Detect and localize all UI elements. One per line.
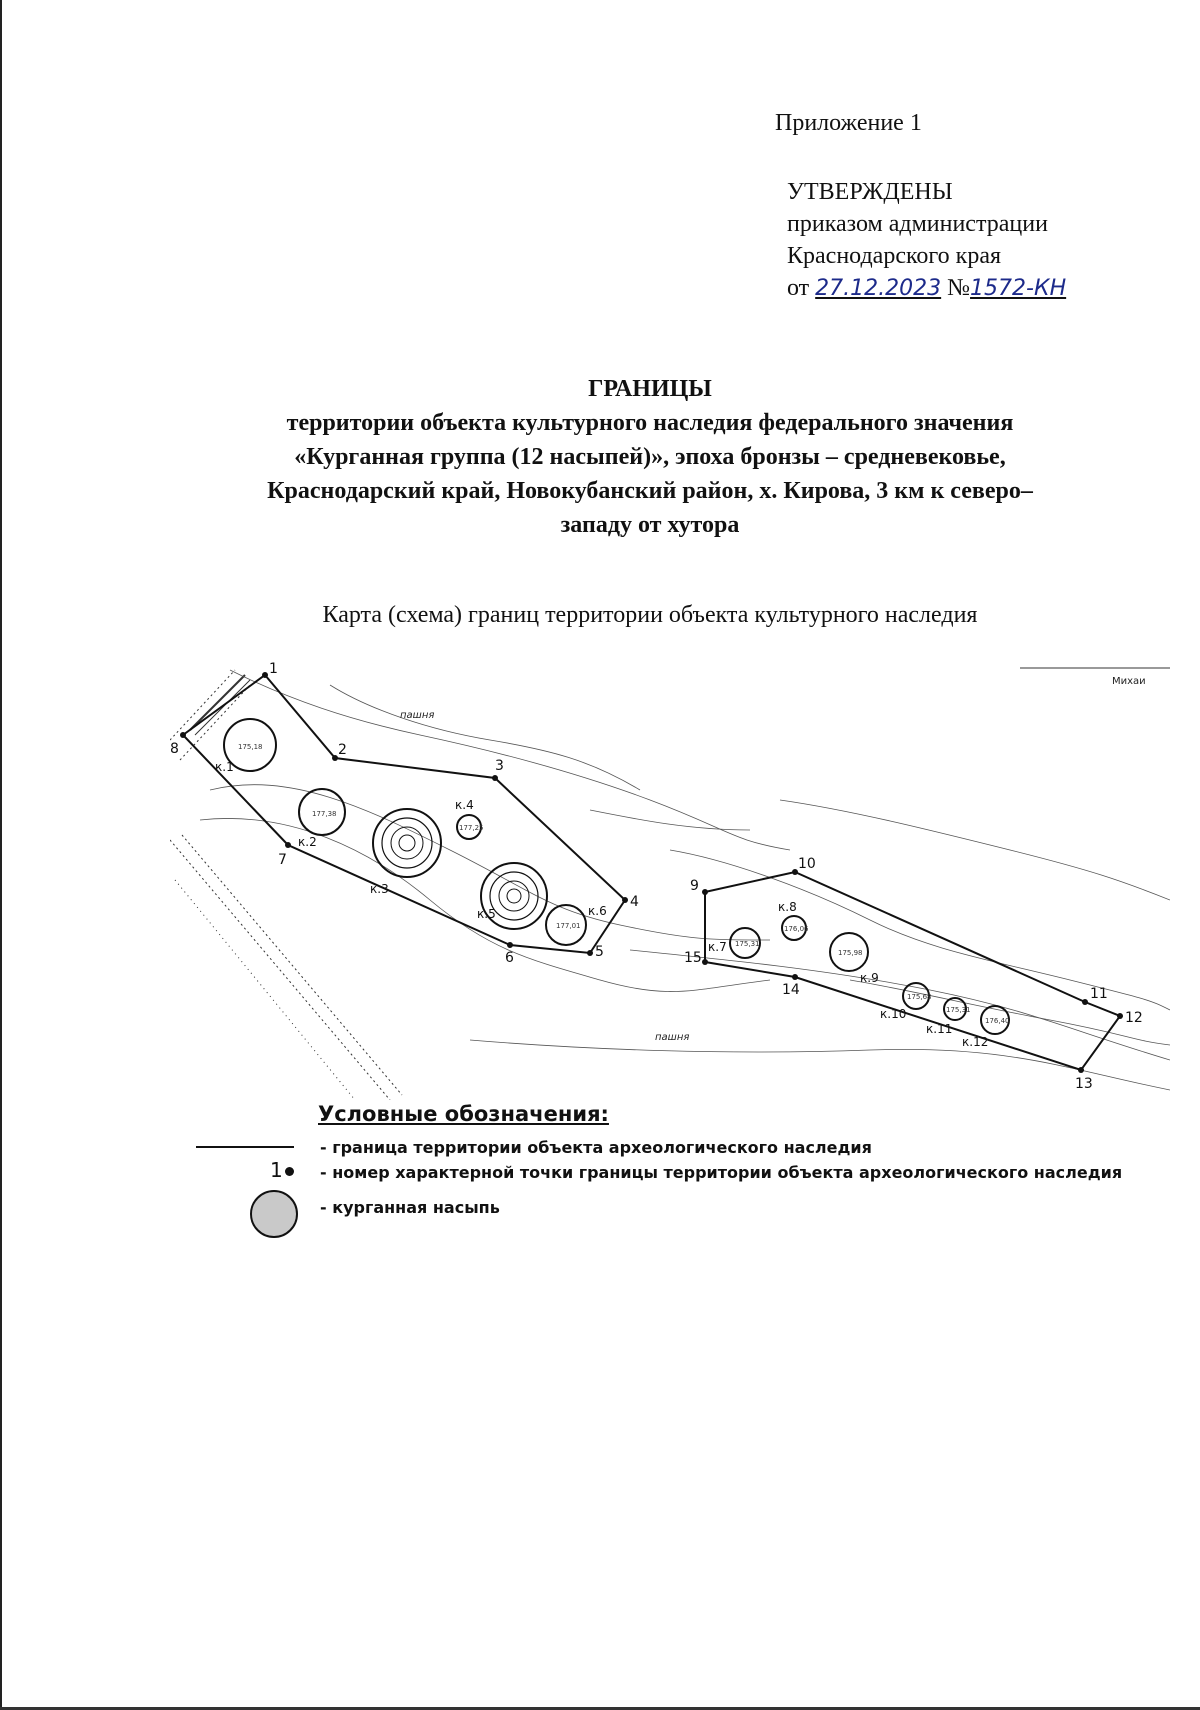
legend-title: Условные обозначения: xyxy=(318,1102,609,1126)
point-label-10: 10 xyxy=(798,856,816,872)
point-label-12: 12 xyxy=(1125,1010,1143,1026)
contour-lines xyxy=(200,670,1170,1090)
point-label-13: 13 xyxy=(1075,1076,1093,1092)
mound-3 xyxy=(373,809,441,877)
svg-text:к.12: к.12 xyxy=(962,1035,989,1049)
svg-text:к.10: к.10 xyxy=(880,1007,907,1021)
document-title xyxy=(150,372,1150,542)
svg-text:176,40: 176,40 xyxy=(985,1017,1010,1025)
approval-date-line xyxy=(787,272,1066,305)
svg-text:175,68: 175,68 xyxy=(907,993,932,1001)
approval-block xyxy=(787,176,1066,305)
point-label-6: 6 xyxy=(505,950,514,966)
legend-mound: - курганная насыпь xyxy=(320,1198,500,1217)
point-label-9: 9 xyxy=(690,878,699,894)
page-left-edge xyxy=(0,0,2,1710)
map-subtitle: Карта (схема) границ территории объекта культурного наследия xyxy=(322,602,978,628)
point-symbol xyxy=(270,1158,294,1182)
svg-text:175,31: 175,31 xyxy=(735,940,760,948)
point-label-14: 14 xyxy=(782,982,800,998)
point-dot-icon xyxy=(285,1167,294,1176)
svg-text:175,18: 175,18 xyxy=(238,743,263,751)
point-label-7: 7 xyxy=(278,852,287,868)
svg-text:175,98: 175,98 xyxy=(838,949,863,957)
date-prefix: от xyxy=(787,275,810,301)
field-label-top: пашня xyxy=(400,710,435,721)
svg-text:176,06: 176,06 xyxy=(784,925,809,933)
point-label-1: 1 xyxy=(269,661,278,677)
field-label-bottom: пашня xyxy=(655,1032,690,1043)
title-line-1: ГРАНИЦЫ xyxy=(588,376,712,402)
point-label-2: 2 xyxy=(338,742,347,758)
boundary-east xyxy=(705,872,1120,1070)
svg-text:к.5: к.5 xyxy=(477,907,496,921)
elevation-labels xyxy=(238,743,1010,1025)
svg-text:к.1: к.1 xyxy=(215,760,234,774)
svg-text:177,25: 177,25 xyxy=(459,824,484,832)
svg-text:175,31: 175,31 xyxy=(946,1006,971,1014)
title-line-5: западу от хутора xyxy=(560,512,740,538)
legend-boundary: - граница территории объекта археологического наследия xyxy=(320,1138,872,1157)
svg-text:к.6: к.6 xyxy=(588,904,607,918)
svg-text:к.11: к.11 xyxy=(926,1022,953,1036)
point-label-11: 11 xyxy=(1090,986,1108,1002)
point-label-8: 8 xyxy=(170,741,179,757)
point-symbol-number: 1 xyxy=(270,1158,283,1182)
approval-line-3: Краснодарского края xyxy=(787,243,1002,269)
handwritten-date: 27.12.2023 xyxy=(815,276,942,301)
title-line-2: территории объекта культурного наследия федерального значения xyxy=(286,410,1014,436)
approval-line-1: УТВЕРЖДЕНЫ xyxy=(787,179,953,205)
svg-text:к.8: к.8 xyxy=(778,900,797,914)
number-prefix: № xyxy=(947,275,971,301)
svg-text:177,38: 177,38 xyxy=(312,810,337,818)
svg-text:к.9: к.9 xyxy=(860,971,879,985)
mounds xyxy=(224,719,1009,1034)
legend-point: - номер характерной точки границы территории объекта археологического наследия xyxy=(320,1163,1123,1182)
svg-text:к.4: к.4 xyxy=(455,798,474,812)
point-label-15: 15 xyxy=(684,950,702,966)
boundary-line-symbol xyxy=(196,1146,294,1148)
svg-text:к.2: к.2 xyxy=(298,835,317,849)
annex-label: Приложение 1 xyxy=(775,110,922,136)
boundary-map xyxy=(170,660,1170,1100)
boundary-points xyxy=(180,672,1123,1073)
point-label-5: 5 xyxy=(595,944,604,960)
title-line-4: Краснодарский край, Новокубанский район, х. Кирова, 3 км к северо– xyxy=(267,478,1033,504)
handwritten-number: 1572-КН xyxy=(970,276,1067,301)
svg-text:к.3: к.3 xyxy=(370,882,389,896)
road-left xyxy=(170,670,402,1100)
mound-symbol xyxy=(250,1190,298,1238)
svg-text:к.7: к.7 xyxy=(708,940,727,954)
point-labels xyxy=(170,661,1143,1092)
title-line-3: «Курганная группа (12 насыпей)», эпоха бронзы – средневековье, xyxy=(294,444,1006,470)
point-label-4: 4 xyxy=(630,894,639,910)
svg-text:177,01: 177,01 xyxy=(556,922,581,930)
point-label-3: 3 xyxy=(495,758,504,774)
mound-labels xyxy=(215,760,988,1049)
corner-label: Михаи xyxy=(1112,676,1146,687)
approval-line-2: приказом администрации xyxy=(787,211,1048,237)
